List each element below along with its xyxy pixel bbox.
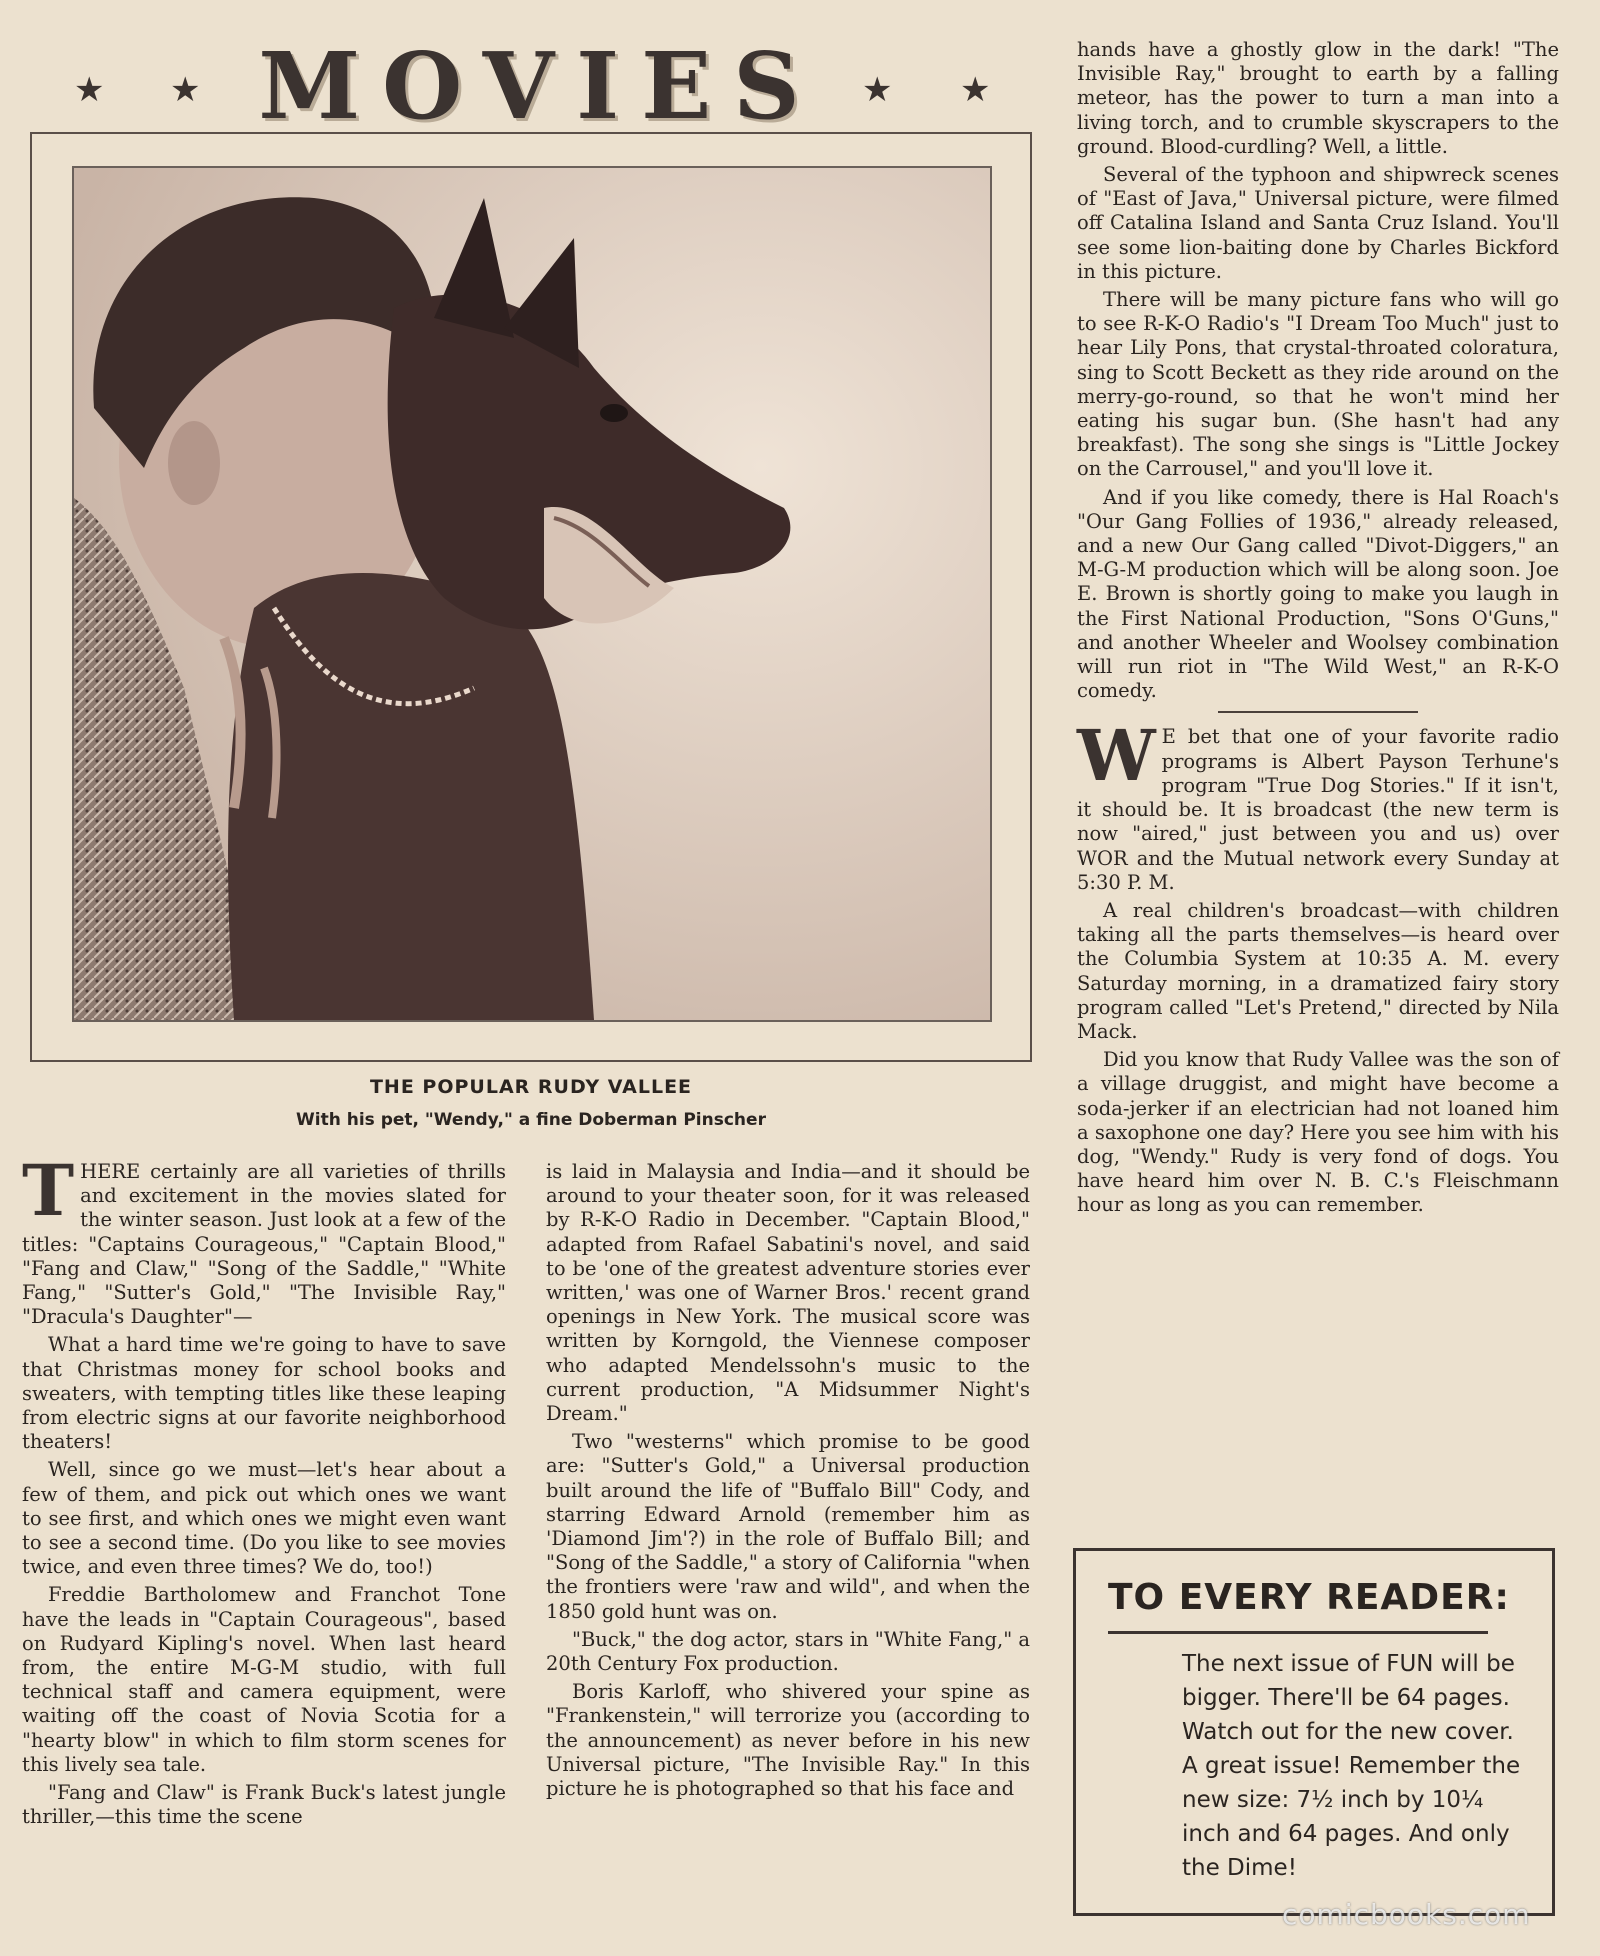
article-paragraph: What a hard time we're going to have to save that Christmas money for school books and sweaters, with tempting titles like these leaping from electric signs at our favorite neighborhood theaters!: [22, 1333, 506, 1454]
article-paragraph: "Buck," the dog actor, stars in "White Fang," a 20th Century Fox production.: [546, 1627, 1030, 1676]
photo-illustration: [74, 168, 990, 1020]
watermark: comicbooks.com: [1282, 1898, 1531, 1931]
article-paragraph: Well, since go we must—let's hear about a few of them, and pick out which ones we want to see first, and which ones we might even want to see a second time. (Do you like to see movies twice, and even three times? We do, too!): [22, 1458, 506, 1579]
article-column-2: [546, 1160, 1030, 1805]
star-icon: ★: [960, 70, 991, 110]
notice-underline: [1108, 1631, 1488, 1634]
article-paragraph: Boris Karloff, who shivered your spine as "Frankenstein," will terrorize you (according to the announcement) as never before in his new Universal picture, "The Invisible Ray." In this picture he is photographed so that his face and: [546, 1680, 1030, 1801]
notice-body: The next issue of FUN will be bigger. There'll be 64 pages. Watch out for the new cover. A great issue! Remember the new size: 7½ inch by 10¼ inch and 64 pages. And only the Dime!: [1182, 1651, 1521, 1881]
article-paragraph: hands have a ghostly glow in the dark! "The Invisible Ray," brought to earth by a falling meteor, has the power to turn a man into a living torch, and to crumble skyscrapers to the ground. Blood-curdling? Well, a little.: [1077, 38, 1559, 158]
article-paragraph: A real children's broadcast—with children taking all the parts themselves—is heard over the Columbia System at 10:35 A. M. every Saturday morning, in a dramatized fairy story program called "Let's Pretend," directed by Nila Mack.: [1077, 898, 1559, 1043]
article-paragraph: Freddie Bartholomew and Franchot Tone have the leads in "Captain Courageous", based on Rudyard Kipling's novel. When last heard from, the entire M-G-M studio, with full technical staff and camera equipment, were waiting off the coast of Novia Scotia for a "hearty blow" in which to film storm scenes for this lively sea tale.: [22, 1583, 506, 1776]
paragraph-text: E bet that one of your favorite radio programs is Albert Payson Terhune's program "True Dog Stories." If it isn't, it should be. It is broadcast (the new term is now "aired," just between you and us) over WOR and the Mutual network every Sunday at 5:30 P. M.: [1077, 725, 1559, 894]
paragraph-text: HERE certainly are all varieties of thrills and excitement in the movies slated for the winter season. Just look at a few of the titles: "Captains Courageous," "Captain Blood," "Fang and Claw," "Song of the Saddle," "White Fang," "Sutter's Gold," "The Invisible Ray," "Dracula's Daughter"—: [22, 1160, 506, 1329]
article-paragraph: "Fang and Claw" is Frank Buck's latest jungle thriller,—this time the scene: [22, 1781, 506, 1829]
drop-cap: W: [1077, 714, 1156, 798]
page-title: MOVIES: [258, 32, 822, 140]
article-paragraph: is laid in Malaysia and India—and it should be around to your theater soon, for it was released by R-K-O Radio in December. "Captain Blood," adapted from Rafael Sabatini's novel, and said to be 'one of the greatest adventure stories ever written,' was one of Warner Bros.' recent grand openings in New York. The musical score was written by Korngold, the Viennese composer who adapted Mendelssohn's music to the current production, "A Midsummer Night's Dream.": [546, 1160, 1030, 1426]
article-paragraph: And if you like comedy, there is Hal Roach's "Our Gang Follies of 1936," already released, and a new Our Gang called "Divot-Diggers," an M-G-M production which will be along soon. Joe E. Brown is shortly going to make you laugh in the First National Production, "Sons O'Guns," and another Wheeler and Woolsey combination will run riot in "The Wild West," an R-K-O comedy.: [1077, 485, 1559, 703]
section-divider: [1218, 711, 1418, 713]
masthead: [60, 20, 1020, 140]
star-icon: ★: [170, 70, 201, 110]
star-icon: ★: [74, 70, 105, 110]
article-paragraph: Two "westerns" which promise to be good are: "Sutter's Gold," a Universal production built around the life of "Buffalo Bill" Cody, and starring Edward Arnold (remember him as 'Diamond Jim'?) in the role of Buffalo Bill; and "Song of the Saddle," a story of California "when the frontiers were 'raw and wild", and when the 1850 gold hunt was on.: [546, 1430, 1030, 1623]
article-paragraph: [22, 1149, 506, 1329]
reader-notice-box: [1073, 1548, 1555, 1916]
photo-frame: [30, 132, 1032, 1062]
photo-caption-subtitle: With his pet, "Wendy," a fine Doberman Pinscher: [296, 1110, 766, 1130]
article-column-3: [1077, 38, 1559, 1222]
article-paragraph: There will be many picture fans who will go to see R-K-O Radio's "I Dream Too Much" just to hear Lily Pons, that crystal-throated coloratura, sing to Scott Beckett as they ride around on the merry-go-round, so that he won't mind her eating his sugar bun. (She hasn't had any breakfast). The song she sings is "Little Jockey on the Carrousel," and you'll love it.: [1077, 288, 1559, 481]
article-column-1: [22, 1149, 506, 1833]
article-paragraph: Did you know that Rudy Vallee was the son of a village druggist, and might have become a soda-jerker if an electrician had not loaned him a saxophone one day? Here you see him with his dog, "Wendy." Rudy is very fond of dogs. You have heard him over N. B. C.'s Fleischmann hour as long as you can remember.: [1077, 1048, 1559, 1217]
star-icon: ★: [862, 70, 893, 110]
article-paragraph: Several of the typhoon and shipwreck scenes of "East of Java," Universal picture, were filmed off Catalina Island and Santa Cruz Island. You'll see some lion-baiting done by Charles Bickford in this picture.: [1077, 163, 1559, 283]
article-paragraph: [1077, 714, 1559, 894]
drop-cap: T: [22, 1149, 75, 1232]
photo-caption-title: THE POPULAR RUDY VALLEE: [369, 1076, 693, 1098]
rudy-vallee-photo: [72, 166, 992, 1022]
notice-heading: TO EVERY READER:: [1108, 1577, 1510, 1618]
